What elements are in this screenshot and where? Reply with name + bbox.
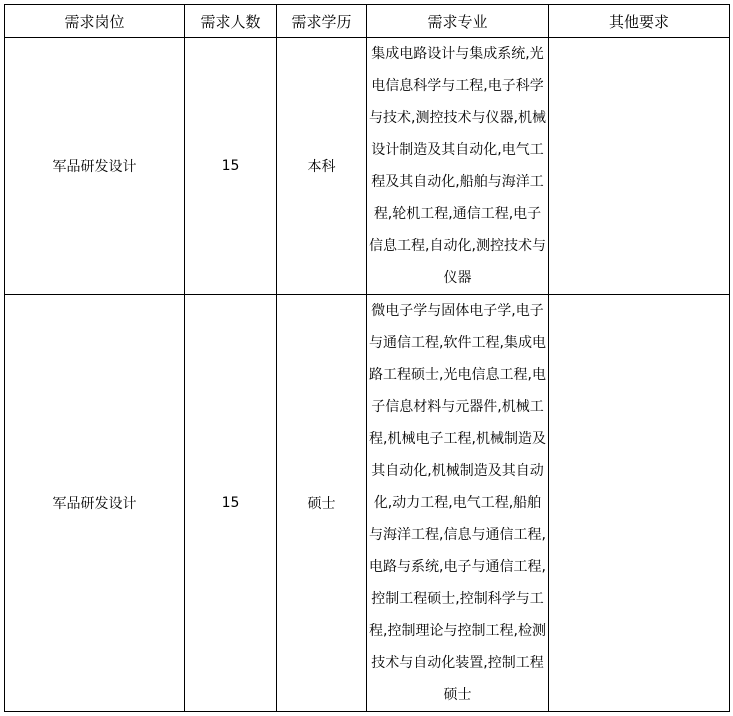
header-education: 需求学历 [277, 5, 367, 38]
cell-count: 15 [185, 295, 277, 712]
cell-education: 本科 [277, 38, 367, 295]
cell-position: 军品研发设计 [5, 295, 185, 712]
cell-position: 军品研发设计 [5, 38, 185, 295]
table-row [5, 38, 730, 295]
header-count: 需求人数 [185, 5, 277, 38]
header-position: 需求岗位 [5, 5, 185, 38]
header-other: 其他要求 [549, 5, 730, 38]
cell-education: 硕士 [277, 295, 367, 712]
cell-major: 集成电路设计与集成系统,光电信息科学与工程,电子科学与技术,测控技术与仪器,机械设计制造及其自动化,电气工程及其自动化,船舶与海洋工程,轮机工程,通信工程,电子信息工程,自动化,测控技术与仪器 [367, 38, 549, 295]
requirements-table [4, 4, 730, 712]
cell-major: 微电子学与固体电子学,电子与通信工程,软件工程,集成电路工程硕士,光电信息工程,电子信息材料与元器件,机械工程,机械电子工程,机械制造及其自动化,机械制造及其自动化,动力工程,电气工程,船舶与海洋工程,信息与通信工程,电路与系统,电子与通信工程,控制工程硕士,控制科学与工程,控制理论与控制工程,检测技术与自动化装置,控制工程硕士 [367, 295, 549, 712]
cell-count: 15 [185, 38, 277, 295]
cell-other [549, 295, 730, 712]
table-row [5, 295, 730, 712]
header-major: 需求专业 [367, 5, 549, 38]
cell-other [549, 38, 730, 295]
header-row [5, 5, 730, 38]
